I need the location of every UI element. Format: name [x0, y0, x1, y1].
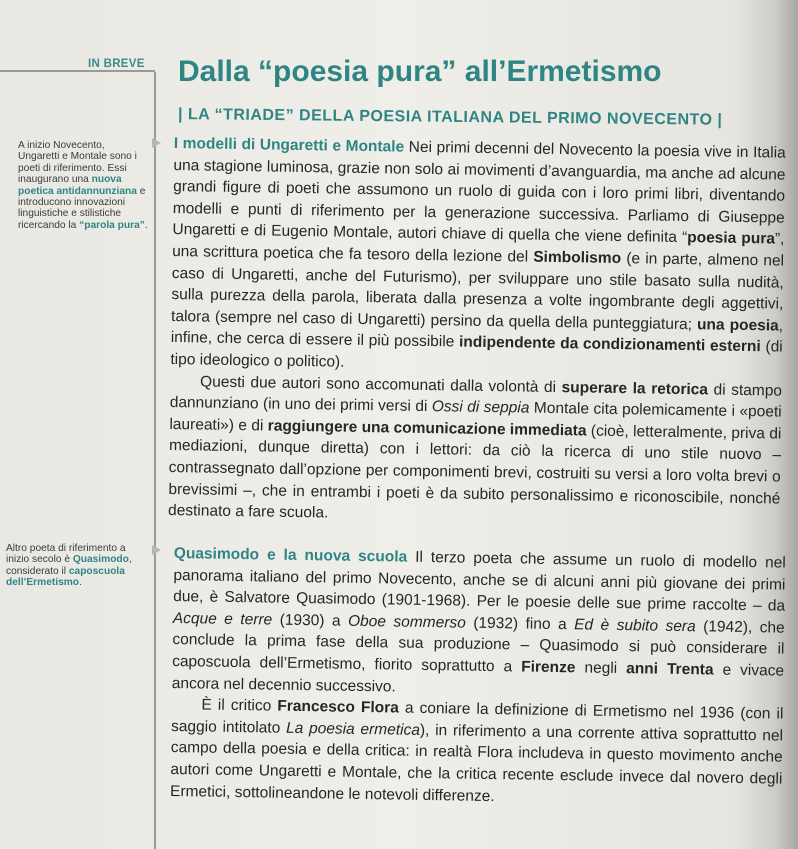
- in-breve-label: IN BREVE: [88, 58, 145, 70]
- pointer-arrow-icon: [152, 138, 161, 148]
- section-subtitle: | LA “TRIADE” DELLA POESIA ITALIANA DEL PRIMO NOVECENTO |: [177, 106, 723, 129]
- paragraph: Questi due autori sono accomunati dalla volontà di superare la retorica di stampo dannunziano (in uno dei primi versi di Ossi di seppia Montale cita polemicamente i «poeti laureati») e di raggiungere una comunicazione immediata (cioè, letteralmente, priva di mediazioni, dunque diretta) con i lettori: da ciò la ricerca di uno stile nuovo – contrassegnato dall’opzione per componimenti brevi, costruiti su versi a loro volta brevi o brevissimi –, che in entrambi i poeti è da subito personalissimo e riconoscibile, nonché destinato a fare scuola.: [167, 372, 783, 522]
- paragraph: I modelli di Ungaretti e Montale Nei primi decenni del Novecento la poesia vive in Italia una stagione luminosa, grazie non solo ai movimenti d’avanguardia, ma anche ad alcune grandi figure di poeti che assumono un ruolo di guida con i loro primi libri, diventando modelli e punti di riferimento per la generazione successiva. Parliamo di Giuseppe Ungaretti e di Eugenio Montale, autori chiave di quella che viene definita “poesia pura”, una scrittura poetica che fa tesoro della lezione del Simbolismo (e in parte, almeno nel caso di Ungaretti, anche del Futurismo), per sviluppare uno stile basato sulla nudità, sulla purezza della parola, liberata dalla presenza a volte ingombrante degli aggettivi, talora (sempre nel caso di Ungaretti) persino da quella della punteggiatura; una poesia, infine, che cerca di essere il più possibile indipendente da condizionamenti esterni (di tipo ideologico o politico).: [170, 134, 786, 371]
- page-title: Dalla “poesia pura” all’Ermetismo: [178, 55, 662, 88]
- section-ungaretti-montale: [168, 133, 786, 531]
- margin-note-1: A inizio Novecento, Ungaretti e Montale sono i poeti di riferimento. Essi inaugurano una nuova poetica antidannunziana e introducono innovazioni linguistiche e stilistiche ricercando la “parola pura”.: [18, 140, 148, 231]
- section-heading: I modelli di Ungaretti e Montale: [173, 134, 405, 156]
- paragraph: È il critico Francesco Flora a coniare la definizione di Ermetismo nel 1936 (con il saggio intitolato La poesia ermetica), in riferimento a una corrente attiva soprattutto nel campo della poesia e della critica: in realtà Flora includeva in questo movimento anche autori come Ungaretti e Montale, che la critica recente esclude invece dal novero degli Ermetici, sottolineandone le notevoli differenze.: [169, 696, 784, 805]
- margin-divider: [154, 72, 156, 849]
- section-heading: Quasimodo e la nuova scuola: [173, 544, 408, 566]
- in-breve-rule: [0, 70, 155, 72]
- paragraph: Quasimodo e la nuova scuola Il terzo poeta che assume un ruolo di modello nel panorama italiano del primo Novecento, anche se di alcuni anni più giovane dei primi due, è Salvatore Quasimodo (1901-1968). Per le poesie delle sue prime raccolte – da Acque e terre (1930) a Oboe sommerso (1932) fino a Ed è subito sera (1942), che concludе la prima fase della sua produzione – Quasimodo si può considerare il caposcuola dell’Ermetismo, fiorito soprattutto a Firenze negli anni Trenta e vivace ancora nel decennio successivo.: [171, 544, 786, 696]
- pointer-arrow-icon: [152, 545, 161, 555]
- margin-note-2: Altro poeta di riferimento a inizio secolo è Quasimodo, considerato il caposcuola dell’Ermetismo.: [6, 543, 132, 589]
- section-quasimodo: [170, 543, 786, 812]
